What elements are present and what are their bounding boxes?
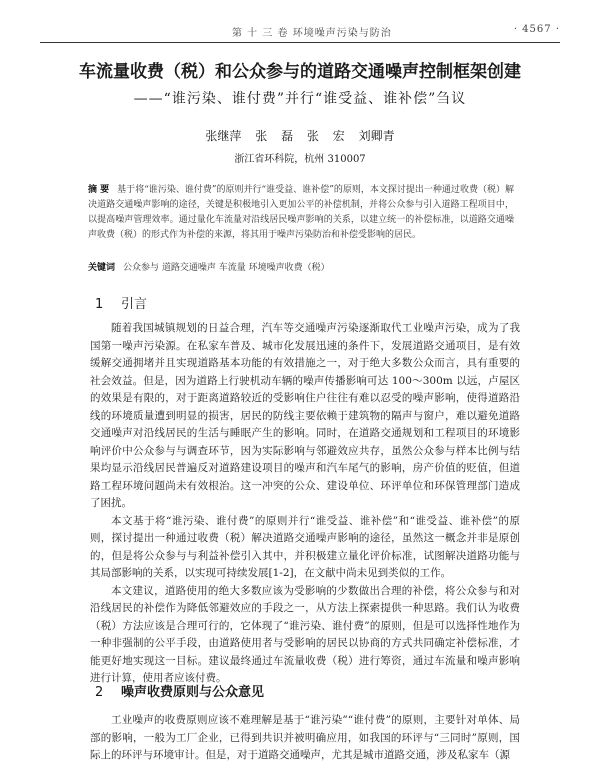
affiliation: 浙江省环科院，杭州 310007	[234, 154, 366, 165]
author-name: 张继萍	[205, 129, 242, 143]
paper-title: 车流量收费（税）和公众参与的道路交通噪声控制框架创建	[79, 62, 521, 82]
section-heading-principles	[95, 684, 264, 702]
paragraph: 工业噪声的收费原则应该不难理解是基于“谁污染”“谁付费”的原则，主要针对单体、局部的影响，一般为工厂企业，已得到共识并被明确应用，如我国的环评与“三同时”原则，国际上的环评与环境审计。但是，对于道路交通噪声，尤其是城市道路交通，涉及私家车（源	[90, 714, 520, 761]
author-name: 张 磊	[255, 129, 294, 143]
author-name: 刘卿青	[358, 129, 395, 143]
author-list	[30, 128, 570, 144]
abstract	[88, 183, 514, 243]
section-number: 2	[95, 685, 104, 700]
journal-name: 第 十 三 卷 环境噪声污染与防治	[232, 28, 392, 39]
section-title: 引言	[121, 297, 148, 312]
keywords	[88, 261, 514, 275]
paper-subtitle: ——“谁污染、谁付费”并行“谁受益、谁补偿”刍议	[133, 91, 467, 107]
abstract-text: 基于将“谁污染、谁付费”的原则并行“谁受益、谁补偿”的原则，本文探讨提出一种通过收费（税）解决道路交通噪声影响的途径，关键是积极地引入更加公平的补偿机制，并将公众参与引入道路工程项目中，以提高噪声管理效率。通过量化车流量对沿线居民噪声影响的关系，以建立统一的补偿标准，以道路交通噪声收费（税）的形式作为补偿的来源，将其用于噪声污染防治和补偿受影响的居民。	[88, 185, 514, 240]
author-name: 张 宏	[306, 129, 345, 143]
keywords-text: 公众参与 道路交通噪声 车流量 环境噪声收费（税）	[123, 263, 330, 273]
running-head	[40, 24, 560, 40]
paragraph: 本文建议，道路使用的绝大多数应该为受影响的少数做出合理的补偿，将公众参与和对沿线居民的补偿作为降低邻避效应的手段之一，从方法上探索提供一种思路。我们认为收费（税）方法应该是合理可行的，它体现了“谁污染、谁付费”的原则，但是可以选择性地作为一种非强制的公平手段，由道路使用者与受影响的居民以协商的方式共同确定补偿标准，才能更好地实现这一目标。建议最终通过车流量收费（税）进行筹资，通过车流量和噪声影响进行计算，使用者应该付费。	[90, 584, 520, 684]
keywords-label: 关键词	[88, 263, 116, 273]
section-heading-intro	[95, 296, 147, 314]
section-title: 噪声收费原则与公众意见	[121, 685, 265, 700]
paragraph: 本文基于将“谁污染、谁付费”的原则并行“谁受益、谁补偿”和“谁受益、谁补偿”的原则，探讨提出一种通过收费（税）解决道路交通噪声影响的途径，虽然这一概念并非是原创的，但是将公众参与与利益补偿引入其中，并积极建立量化评价标准，试图解决道路功能与其局部影响的关系，以实现可持续发展[1-2]，在文献中尚未见到类似的工作。	[90, 514, 520, 579]
section2-body	[90, 712, 520, 765]
section-number: 1	[95, 297, 104, 312]
page-number: · 4567 ·	[513, 24, 560, 35]
header-rule	[40, 42, 560, 43]
intro-body	[90, 320, 520, 688]
abstract-label: 摘 要	[88, 185, 110, 195]
paragraph: 随着我国城镇规划的日益合理，汽车等交通噪声污染逐渐取代工业噪声污染，成为了我国第一噪声污染源。在私家车普及、城市化发展迅速的条件下，发展道路交通项目，是有效缓解交通拥堵并且实现道路基本功能的有效措施之一，对于绝大多数公众而言，具有重要的社会效益。但是，因为道路上行驶机动车辆的噪声传播影响可达 100～300m 以远，卢屋区的效果是有限的，对于距离道路较近的受影响住户往往有难以忍受的噪声影响，使得道路沿线的环境质量遭到明显的损害，居民的防线主要依赖于建筑物的隔声与窗户，难以避免道路交通噪声对沿线居民的生活与睡眠产生的影响。同时，在道路交通规划和工程项目的环境影响评价中公众参与与调查环节，因为实际影响与邻避效应共存，虽然公众参与样本比例与结果均显示沿线居民普遍反对道路建设项目的噪声和汽车尾气的影响，房产价值的贬值，但道路工程环境问题尚未有效根治。这一冲突的公众、建设单位、环评单位和环保管理部门造成了困扰。	[90, 322, 520, 509]
